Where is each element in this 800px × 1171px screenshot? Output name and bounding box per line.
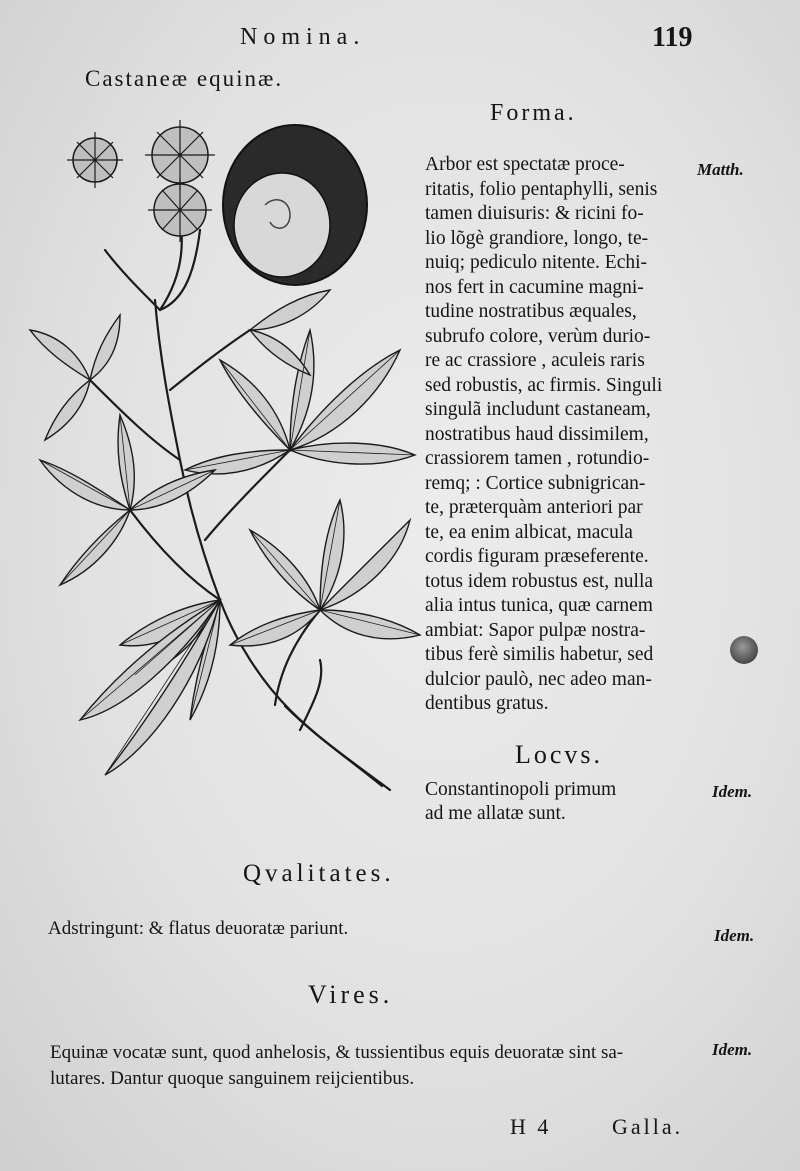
text-line: nuiq; pediculo nitente. Echi- <box>425 252 648 273</box>
vires-heading: Vires. <box>308 980 394 1009</box>
text-line: tamen diuisuris: & ricini fo- <box>425 203 644 224</box>
running-head: Nomina. <box>240 24 366 50</box>
qualitates-text: Adstringunt: & flatus deuoratæ pariunt. <box>48 918 349 939</box>
text-line: singulã includunt castaneam, <box>425 399 651 420</box>
text-line: tudine nostratibus æquales, <box>425 301 637 322</box>
plant-name-heading: Castaneæ equinæ. <box>85 66 284 91</box>
horse-chestnut-woodcut-icon <box>20 110 425 810</box>
forma-text <box>425 153 710 717</box>
text-line: Constantinopoli primum <box>425 779 617 800</box>
text-line: sed robustis, ac firmis. Singuli <box>425 374 663 396</box>
text-line: remq; : Cortice subnigrican- <box>425 472 646 494</box>
text-line: te, ea enim albicat, macula <box>425 521 633 543</box>
text-line: ritatis, folio pentaphylli, senis <box>425 178 658 200</box>
catchword: Galla. <box>612 1114 684 1139</box>
qualitates-heading: Qvalitates. <box>243 860 395 887</box>
text-line: dentibus gratus. <box>425 693 549 714</box>
text-line: cordis figuram præseferente. <box>425 546 649 567</box>
text-line: lio lõgè grandiore, longo, te- <box>425 227 649 249</box>
text-line: nos fert in cacumine magni- <box>425 276 644 298</box>
signature-mark: H 4 <box>510 1114 552 1139</box>
text-line: re ac crassiore , aculeis raris <box>425 350 645 371</box>
text-line: ambiat: Sapor pulpæ nostra- <box>425 619 646 641</box>
text-line: alia intus tunica, quæ carnem <box>425 595 653 616</box>
text-line: dulcior paulò, nec adeo man- <box>425 668 652 690</box>
text-line: tibus ferè similis habetur, sed <box>425 644 654 665</box>
page-number: 119 <box>652 22 693 53</box>
vires-text <box>50 1040 710 1092</box>
text-line: Arbor est spectatæ proce- <box>425 154 625 175</box>
pin-hole-icon <box>730 636 758 664</box>
text-line: crassiorem tamen , rotundio- <box>425 448 650 469</box>
margin-note-forma: Matth. <box>697 160 744 179</box>
margin-note-vires: Idem. <box>712 1040 753 1059</box>
text-line: Equinæ vocatæ sunt, quod anhelosis, & tussientibus equis deuoratæ sint sa- <box>50 1042 624 1063</box>
locus-text <box>425 778 725 826</box>
text-line: ad me allatæ sunt. <box>425 803 566 824</box>
text-line: totus idem robustus est, nulla <box>425 570 654 592</box>
forma-heading: Forma. <box>490 100 577 126</box>
text-line: lutares. Dantur quoque sanguinem reijcientibus. <box>50 1068 415 1089</box>
text-line: subrufo colore, verùm durio- <box>425 325 651 347</box>
text-line: te, præterquàm anteriori par <box>425 497 643 518</box>
locus-heading: Locvs. <box>515 740 604 769</box>
text-line: nostratibus haud dissimilem, <box>425 423 649 445</box>
margin-note-qualitates: Idem. <box>714 926 755 945</box>
margin-note-locus: Idem. <box>712 782 753 801</box>
